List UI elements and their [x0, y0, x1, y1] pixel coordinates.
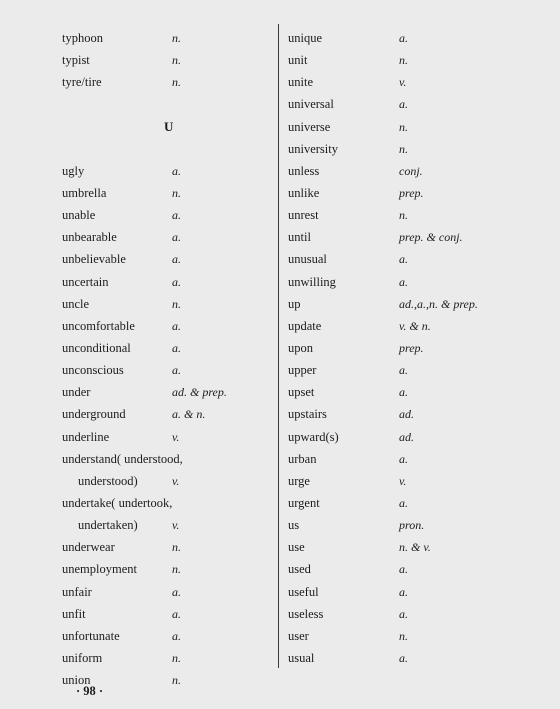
part-of-speech: n.: [399, 119, 408, 134]
entry-word: unbearable: [62, 230, 117, 245]
entry-word: unusual: [288, 252, 327, 267]
entry-word: urgent: [288, 495, 320, 510]
part-of-speech: a.: [399, 97, 408, 112]
part-of-speech: ad. & prep.: [172, 385, 227, 400]
entry-word: uniform: [62, 650, 103, 665]
column-divider: [278, 24, 279, 668]
part-of-speech: n.: [399, 208, 408, 223]
part-of-speech: v.: [399, 473, 407, 488]
entry-word: useful: [288, 584, 319, 599]
entry-word: under: [62, 385, 91, 400]
entry-word: underwear: [62, 540, 115, 555]
part-of-speech: prep. & conj.: [399, 230, 463, 245]
part-of-speech: ad.: [399, 407, 414, 422]
entry-word: uncle: [62, 296, 90, 311]
section-letter: U: [164, 118, 174, 134]
entry-word: until: [288, 230, 311, 245]
entry-word: tyre/tire: [62, 75, 102, 90]
part-of-speech: a.: [399, 650, 408, 665]
part-of-speech: v.: [399, 75, 407, 90]
part-of-speech: a.: [399, 562, 408, 577]
entry-word: us: [288, 518, 300, 533]
part-of-speech: a.: [399, 363, 408, 378]
part-of-speech: n.: [172, 540, 181, 555]
part-of-speech: a.: [172, 208, 181, 223]
entry-word: universe: [288, 119, 331, 134]
entry-word: unconscious: [62, 363, 124, 378]
entry-word: upper: [288, 363, 317, 378]
entry-word: unemployment: [62, 562, 137, 577]
part-of-speech: n.: [399, 53, 408, 68]
part-of-speech: a.: [399, 31, 408, 45]
part-of-speech: a.: [172, 318, 181, 333]
entry-word: university: [288, 141, 338, 156]
entry-word: user: [288, 628, 309, 643]
part-of-speech: n.: [172, 31, 181, 45]
entry-word: used: [288, 562, 311, 577]
part-of-speech: n.: [172, 296, 181, 311]
entry-word: useless: [288, 606, 324, 621]
entry-word: unless: [288, 163, 320, 178]
entry-word: unlike: [288, 185, 320, 200]
entry-word: unfair: [62, 584, 92, 599]
part-of-speech: a.: [172, 584, 181, 599]
part-of-speech: n.: [172, 185, 181, 200]
part-of-speech: v.: [172, 429, 180, 444]
part-of-speech: n.: [172, 53, 181, 68]
entry-word: ugly: [62, 163, 85, 178]
entry-word: understand( understood,: [62, 451, 183, 466]
part-of-speech: n.: [172, 75, 181, 90]
entry-word: unrest: [288, 208, 319, 223]
part-of-speech: a.: [399, 584, 408, 599]
page-number: · 98 ·: [76, 684, 104, 698]
entry-word: typhoon: [62, 31, 103, 45]
part-of-speech: n.: [172, 673, 181, 688]
part-of-speech: v. & n.: [399, 318, 431, 333]
part-of-speech: n. & v.: [399, 540, 431, 555]
entry-word: unbelievable: [62, 252, 126, 267]
part-of-speech: a.: [172, 628, 181, 643]
part-of-speech: a. & n.: [172, 407, 206, 422]
part-of-speech: n.: [172, 650, 181, 665]
entry-word: use: [288, 540, 305, 555]
entry-word: urge: [288, 473, 310, 488]
entry-word: uncertain: [62, 274, 109, 289]
part-of-speech: a.: [399, 385, 408, 400]
part-of-speech: a.: [172, 606, 181, 621]
entry-word: understood): [78, 473, 138, 488]
entry-word: unconditional: [62, 340, 131, 355]
part-of-speech: ad.,a.,n. & prep.: [399, 296, 478, 311]
part-of-speech: n.: [399, 141, 408, 156]
part-of-speech: a.: [172, 230, 181, 245]
entry-word: upset: [288, 385, 315, 400]
part-of-speech: a.: [399, 451, 408, 466]
part-of-speech: a.: [172, 274, 181, 289]
part-of-speech: a.: [172, 163, 181, 178]
entry-word: unit: [288, 53, 308, 68]
entry-word: undertaken): [78, 518, 138, 533]
entry-word: unfortunate: [62, 628, 120, 643]
part-of-speech: prep.: [399, 185, 424, 200]
entry-word: unfit: [62, 606, 86, 621]
part-of-speech: v.: [172, 473, 180, 488]
part-of-speech: ad.: [399, 429, 414, 444]
entry-word: unique: [288, 31, 323, 45]
part-of-speech: a.: [399, 274, 408, 289]
entry-word: undertake( undertook,: [62, 495, 173, 510]
entry-word: unwilling: [288, 274, 336, 289]
entry-word: urban: [288, 451, 317, 466]
part-of-speech: a.: [172, 363, 181, 378]
entry-word: universal: [288, 97, 334, 112]
part-of-speech: prep.: [399, 340, 424, 355]
entry-word: typist: [62, 53, 90, 68]
part-of-speech: a.: [172, 252, 181, 267]
part-of-speech: a.: [399, 495, 408, 510]
entry-word: union: [62, 673, 91, 688]
entry-word: upward(s): [288, 429, 339, 444]
entry-word: upon: [288, 340, 313, 355]
part-of-speech: v.: [172, 518, 180, 533]
part-of-speech: pron.: [399, 518, 425, 533]
entry-word: underline: [62, 429, 110, 444]
part-of-speech: a.: [399, 252, 408, 267]
entry-word: usual: [288, 650, 315, 665]
part-of-speech: n.: [172, 562, 181, 577]
part-of-speech: conj.: [399, 163, 423, 178]
entry-word: umbrella: [62, 185, 107, 200]
entry-word: up: [288, 296, 301, 311]
entry-word: underground: [62, 407, 126, 422]
part-of-speech: a.: [172, 340, 181, 355]
entry-word: unite: [288, 75, 313, 90]
entry-word: unable: [62, 208, 96, 223]
entry-word: upstairs: [288, 407, 327, 422]
part-of-speech: n.: [399, 628, 408, 643]
part-of-speech: a.: [399, 606, 408, 621]
entry-word: update: [288, 318, 322, 333]
entry-word: uncomfortable: [62, 318, 135, 333]
